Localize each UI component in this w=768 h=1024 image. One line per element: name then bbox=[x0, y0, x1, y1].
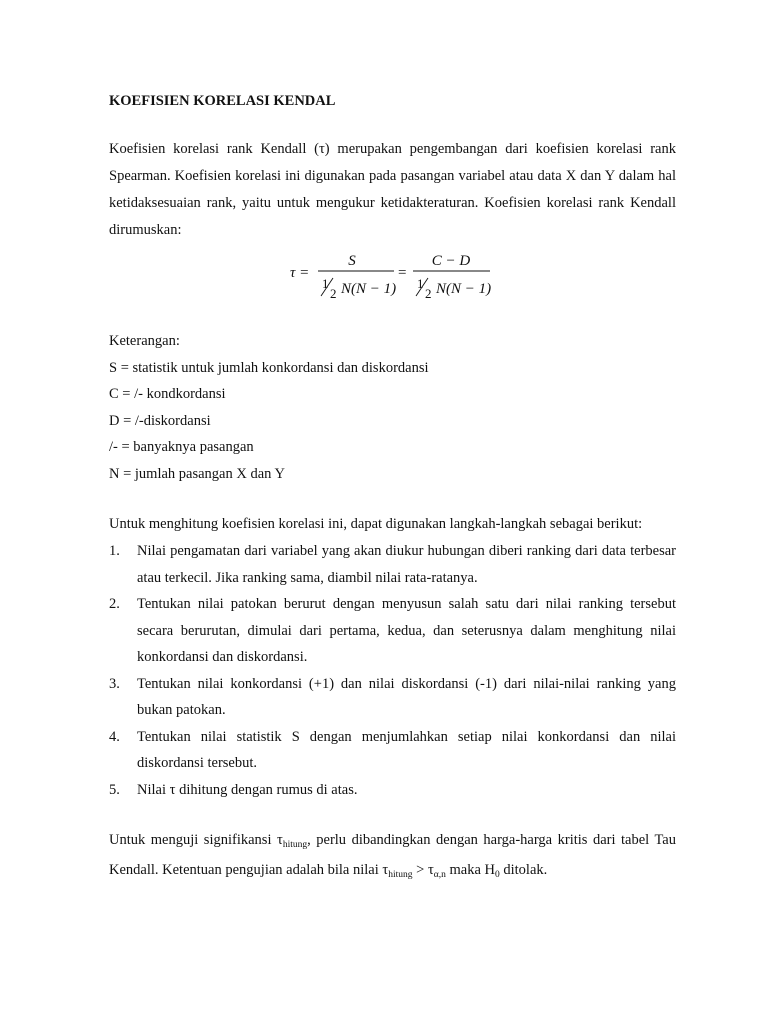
list-item bbox=[109, 671, 676, 724]
intro-paragraph: Koefisien korelasi rank Kendall (τ) merupakan pengembangan dari koefisien korelasi rank Spearman. Koefisien korelasi ini digunakan pada pasangan variabel atau data X dan Y dalam hal ketidaksesuaian rank, yaitu untuk mengukur ketidakteraturan. Koefisien korelasi rank Kendall dirumuskan: bbox=[109, 141, 676, 238]
subscript-zero: 0 bbox=[495, 870, 500, 880]
formula-graphic bbox=[109, 246, 676, 304]
formula-equals: = bbox=[398, 265, 407, 281]
step-text: Nilai τ dihitung dengan rumus di atas. bbox=[137, 781, 358, 798]
subscript-alpha-n: α,n bbox=[433, 870, 446, 880]
list-item bbox=[109, 724, 676, 777]
formula-half-den-1: 2 bbox=[330, 286, 337, 301]
step-number: 5. bbox=[109, 781, 120, 798]
greater-than-symbol: > bbox=[412, 862, 428, 878]
step-text: Tentukan nilai konkordansi (+1) dan nilai diskordansi (-1) dari nilai-nilai ranking yang bukan patokan. bbox=[137, 675, 676, 718]
steps-intro: Untuk menghitung koefisien korelasi ini, dapat digunakan langkah-langkah sebagai berikut: bbox=[109, 516, 643, 532]
document-title: KOEFISIEN KORELASI KENDAL bbox=[109, 93, 336, 109]
step-text: Tentukan nilai statistik S dengan menjumlahkan setiap nilai konkordansi dan nilai diskordansi tersebut. bbox=[137, 728, 676, 771]
closing-paragraph bbox=[109, 825, 676, 885]
closing-text-1: Untuk menguji signifikansi bbox=[109, 832, 277, 848]
document-page bbox=[109, 86, 676, 900]
tau-symbol: τ bbox=[277, 832, 283, 848]
formula-numerator-1: S bbox=[348, 253, 356, 269]
keterangan-item: C = /- kondkordansi bbox=[109, 386, 226, 402]
formula-lhs: τ = bbox=[290, 265, 310, 281]
list-item bbox=[109, 591, 676, 671]
step-text: Nilai pengamatan dari variabel yang akan diukur hubungan diberi ranking dari data terbesar atau terkecil. Jika ranking sama, diambil nilai rata-ratanya. bbox=[137, 543, 676, 586]
kendall-formula bbox=[109, 246, 676, 304]
formula-den-rest-2: N(N − 1) bbox=[436, 281, 492, 297]
formula-half-num-1: 1 bbox=[322, 276, 329, 291]
steps-list bbox=[109, 538, 676, 803]
closing-text-2: , perlu dibandingkan dengan harga-harga kritis dari tabel Tau Kendall. Ketentuan pengujian adalah bila nilai bbox=[109, 832, 676, 878]
keterangan-item: N = jumlah pasangan X dan Y bbox=[109, 465, 285, 482]
formula-half-den-2: 2 bbox=[425, 286, 432, 301]
closing-text-4: ditolak. bbox=[499, 862, 548, 878]
step-text: Tentukan nilai patokan berurut dengan menyusun salah satu dari nilai ranking tersebut secara berurutan, dimulai dari pertama, kedua, dan seterusnya dalam menghitung nilai konkordansi dan diskordansi. bbox=[137, 596, 676, 665]
keterangan-block bbox=[109, 328, 676, 487]
formula-den-rest-1: N(N − 1) bbox=[341, 281, 397, 297]
list-item bbox=[109, 538, 676, 591]
keterangan-item: /- = banyaknya pasangan bbox=[109, 439, 254, 455]
formula-numerator-2: C − D bbox=[431, 253, 471, 269]
subscript-hitung: hitung bbox=[388, 870, 413, 880]
closing-text-3: maka H bbox=[445, 862, 495, 878]
step-number: 3. bbox=[109, 675, 120, 692]
keterangan-item: S = statistik untuk jumlah konkordansi dan diskordansi bbox=[109, 359, 429, 376]
tau-symbol: τ bbox=[382, 862, 389, 878]
subscript-hitung: hitung bbox=[282, 840, 308, 850]
list-item bbox=[109, 777, 676, 804]
step-number: 2. bbox=[109, 596, 120, 612]
step-number: 4. bbox=[109, 728, 120, 745]
tau-symbol: τ bbox=[427, 862, 434, 878]
keterangan-heading: Keterangan: bbox=[109, 333, 180, 349]
formula-half-num-2: 1 bbox=[417, 276, 424, 291]
keterangan-item: D = /-diskordansi bbox=[109, 412, 211, 429]
step-number: 1. bbox=[109, 543, 120, 559]
